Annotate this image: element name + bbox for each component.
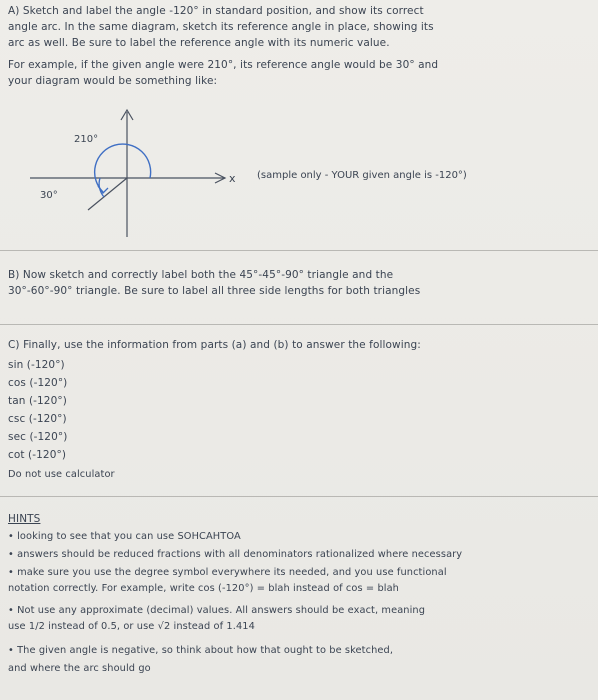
trig-item-cos: cos (-120°)	[8, 377, 68, 389]
section-divider-1	[0, 250, 598, 251]
sample-note: (sample only - YOUR given angle is -120°)	[257, 170, 467, 181]
part-b-line-2: 30°-60°-90° triangle. Be sure to label all three side lengths for both triangles	[8, 285, 421, 297]
part-a-line-5: your diagram would be something like:	[8, 75, 218, 87]
hint-line-2: • answers should be reduced fractions with all denominators rationalized where necessary	[8, 549, 463, 560]
trig-item-cot: cot (-120°)	[8, 449, 67, 461]
hint-line-7: • The given angle is negative, so think about how that ought to be sketched,	[8, 645, 394, 656]
section-divider-3	[0, 496, 598, 497]
part-c-intro: C) Finally, use the information from parts (a) and (b) to answer the following:	[8, 339, 421, 351]
hint-line-4: notation correctly. For example, write cos (-120°) = blah instead of cos = blah	[8, 583, 399, 594]
reference-arc	[99, 178, 104, 197]
hints-title: HINTS	[8, 513, 41, 525]
hint-line-5: • Not use any approximate (decimal) values. All answers should be exact, meaning	[8, 605, 426, 616]
trig-item-tan: tan (-120°)	[8, 395, 67, 407]
reference-angle-label: 30°	[40, 190, 58, 201]
hint-line-1: • looking to see that you can use SOHCAHTOA	[8, 531, 241, 542]
x-axis-label: x	[229, 172, 236, 185]
trig-item-sin: sin (-120°)	[8, 359, 65, 371]
hint-line-6: use 1/2 instead of 0.5, or use √2 instead of 1.414	[8, 621, 255, 632]
hint-line-3: • make sure you use the degree symbol everywhere its needed, and you use functional	[8, 567, 447, 578]
part-a-line-2: angle arc. In the same diagram, sketch its reference angle in place, showing its	[8, 21, 434, 33]
calculator-note: Do not use calculator	[8, 469, 115, 480]
part-b-line-1: B) Now sketch and correctly label both the 45°-45°-90° triangle and the	[8, 269, 394, 281]
part-a-line-4: For example, if the given angle were 210°, its reference angle would be 30° and	[8, 59, 439, 71]
trig-item-sec: sec (-120°)	[8, 431, 68, 443]
hint-line-8: and where the arc should go	[8, 663, 151, 674]
angle-label: 210°	[74, 134, 99, 145]
trig-item-csc: csc (-120°)	[8, 413, 67, 425]
part-a-line-1: A) Sketch and label the angle -120° in standard position, and show its correct	[8, 5, 424, 17]
terminal-side	[88, 178, 127, 210]
section-divider-2	[0, 324, 598, 325]
angle-arc	[95, 144, 151, 192]
part-a-line-3: arc as well. Be sure to label the reference angle with its numeric value.	[8, 37, 390, 49]
sample-angle-diagram	[0, 102, 598, 242]
